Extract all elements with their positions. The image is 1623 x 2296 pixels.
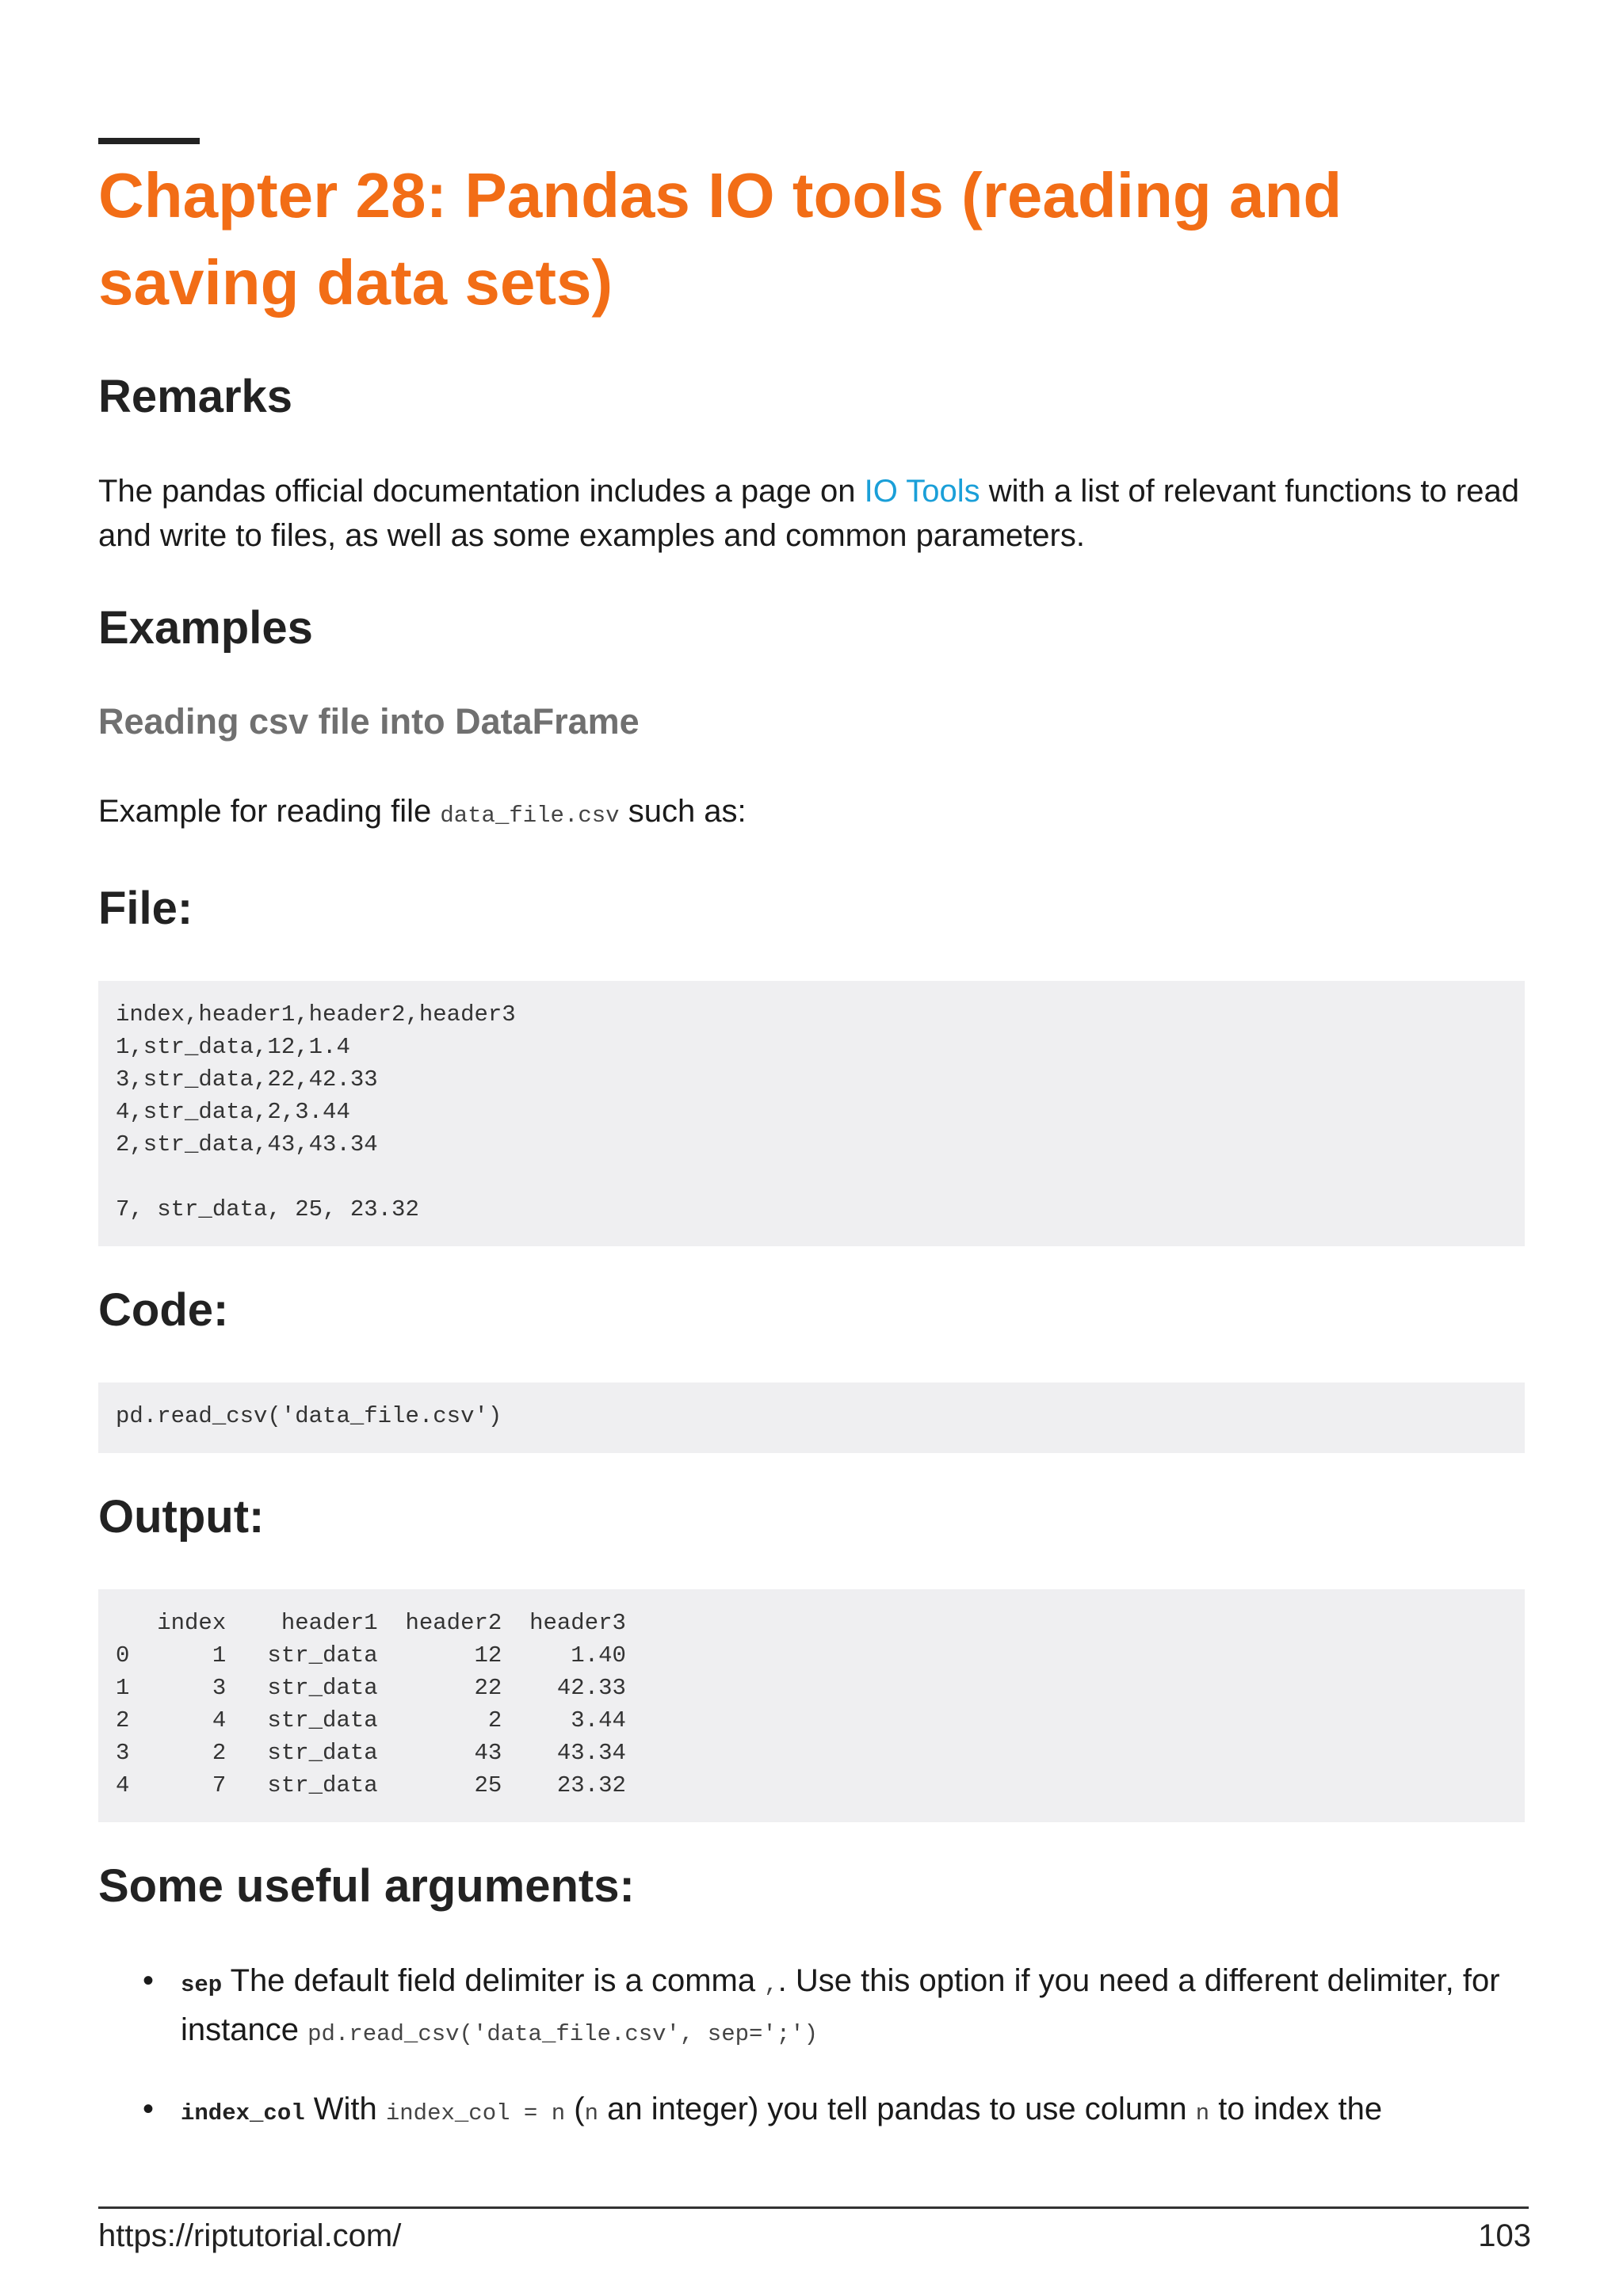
arguments-heading: Some useful arguments: <box>98 1860 635 1912</box>
index-col-text-4: to index the <box>1209 2092 1383 2126</box>
bullet: • <box>143 2092 155 2126</box>
index-col-text-2: ( <box>565 2092 585 2126</box>
index-col-n-code: n <box>584 2100 598 2126</box>
chapter-title: Chapter 28: Pandas IO tools (reading and saving data sets) <box>98 160 1342 318</box>
page-number: 103 <box>1478 2218 1531 2253</box>
file-code-block: index,header1,header2,header3 1,str_data,12,1.4 3,str_data,22,42.33 4,str_data,2,3.44 2,str_data,43,43.34 7, str_data, 25, 23.32 <box>98 981 1525 1246</box>
io-tools-link[interactable]: IO Tools <box>864 474 980 509</box>
bullet: • <box>143 1963 155 1998</box>
code-heading: Code: <box>98 1284 229 1336</box>
intro-filename-code: data_file.csv <box>440 803 620 829</box>
file-heading: File: <box>98 883 193 934</box>
intro-text-cont: such as: <box>619 794 747 829</box>
arguments-list <box>98 1958 1525 2136</box>
sep-arg-name: sep <box>181 1972 223 1998</box>
index-col-text: With <box>304 2092 386 2126</box>
page-content <box>98 138 1525 2166</box>
chapter-rule <box>98 138 200 144</box>
sep-comma-code: , <box>764 1972 778 1998</box>
index-col-n-code-2: n <box>1195 2100 1210 2126</box>
remarks-text-cont: with a list of relevant functions to read and write to files, as well as some examples and common parameters. <box>98 474 1519 553</box>
example-subheading: Reading csv file into DataFrame <box>98 701 640 742</box>
remarks-paragraph <box>98 469 1525 558</box>
index-col-arg-name: index_col <box>181 2100 305 2126</box>
footer-url[interactable]: https://riptutorial.com/ <box>98 2218 402 2253</box>
example-intro <box>98 789 1525 838</box>
sep-text-cont: . Use this option if you need a different delimiter, for instance <box>181 1963 1500 2047</box>
list-item-index-col <box>98 2087 1525 2136</box>
intro-text: Example for reading file <box>98 794 441 829</box>
remarks-text: The pandas official documentation includes a page on <box>98 474 865 509</box>
output-heading: Output: <box>98 1491 265 1543</box>
sep-example-code: pd.read_csv('data_file.csv', sep=';') <box>307 2021 819 2047</box>
index-col-text-3: an integer) you tell pandas to use column <box>598 2092 1196 2126</box>
code-block: pd.read_csv('data_file.csv') <box>98 1383 1525 1453</box>
examples-heading: Examples <box>98 602 313 654</box>
index-col-code: index_col = n <box>385 2100 566 2126</box>
list-item-sep <box>98 1958 1525 2057</box>
output-code-block: index header1 header2 header3 0 1 str_data 12 1.40 1 3 str_data 22 42.33 2 4 str_data 2 3.44 3 2 str_data 43 43.34 4 7 str_data 25 23.32 <box>98 1589 1525 1822</box>
footer-rule <box>98 2206 1529 2209</box>
sep-text: The default field delimiter is a comma <box>222 1963 765 1998</box>
remarks-heading: Remarks <box>98 371 293 422</box>
